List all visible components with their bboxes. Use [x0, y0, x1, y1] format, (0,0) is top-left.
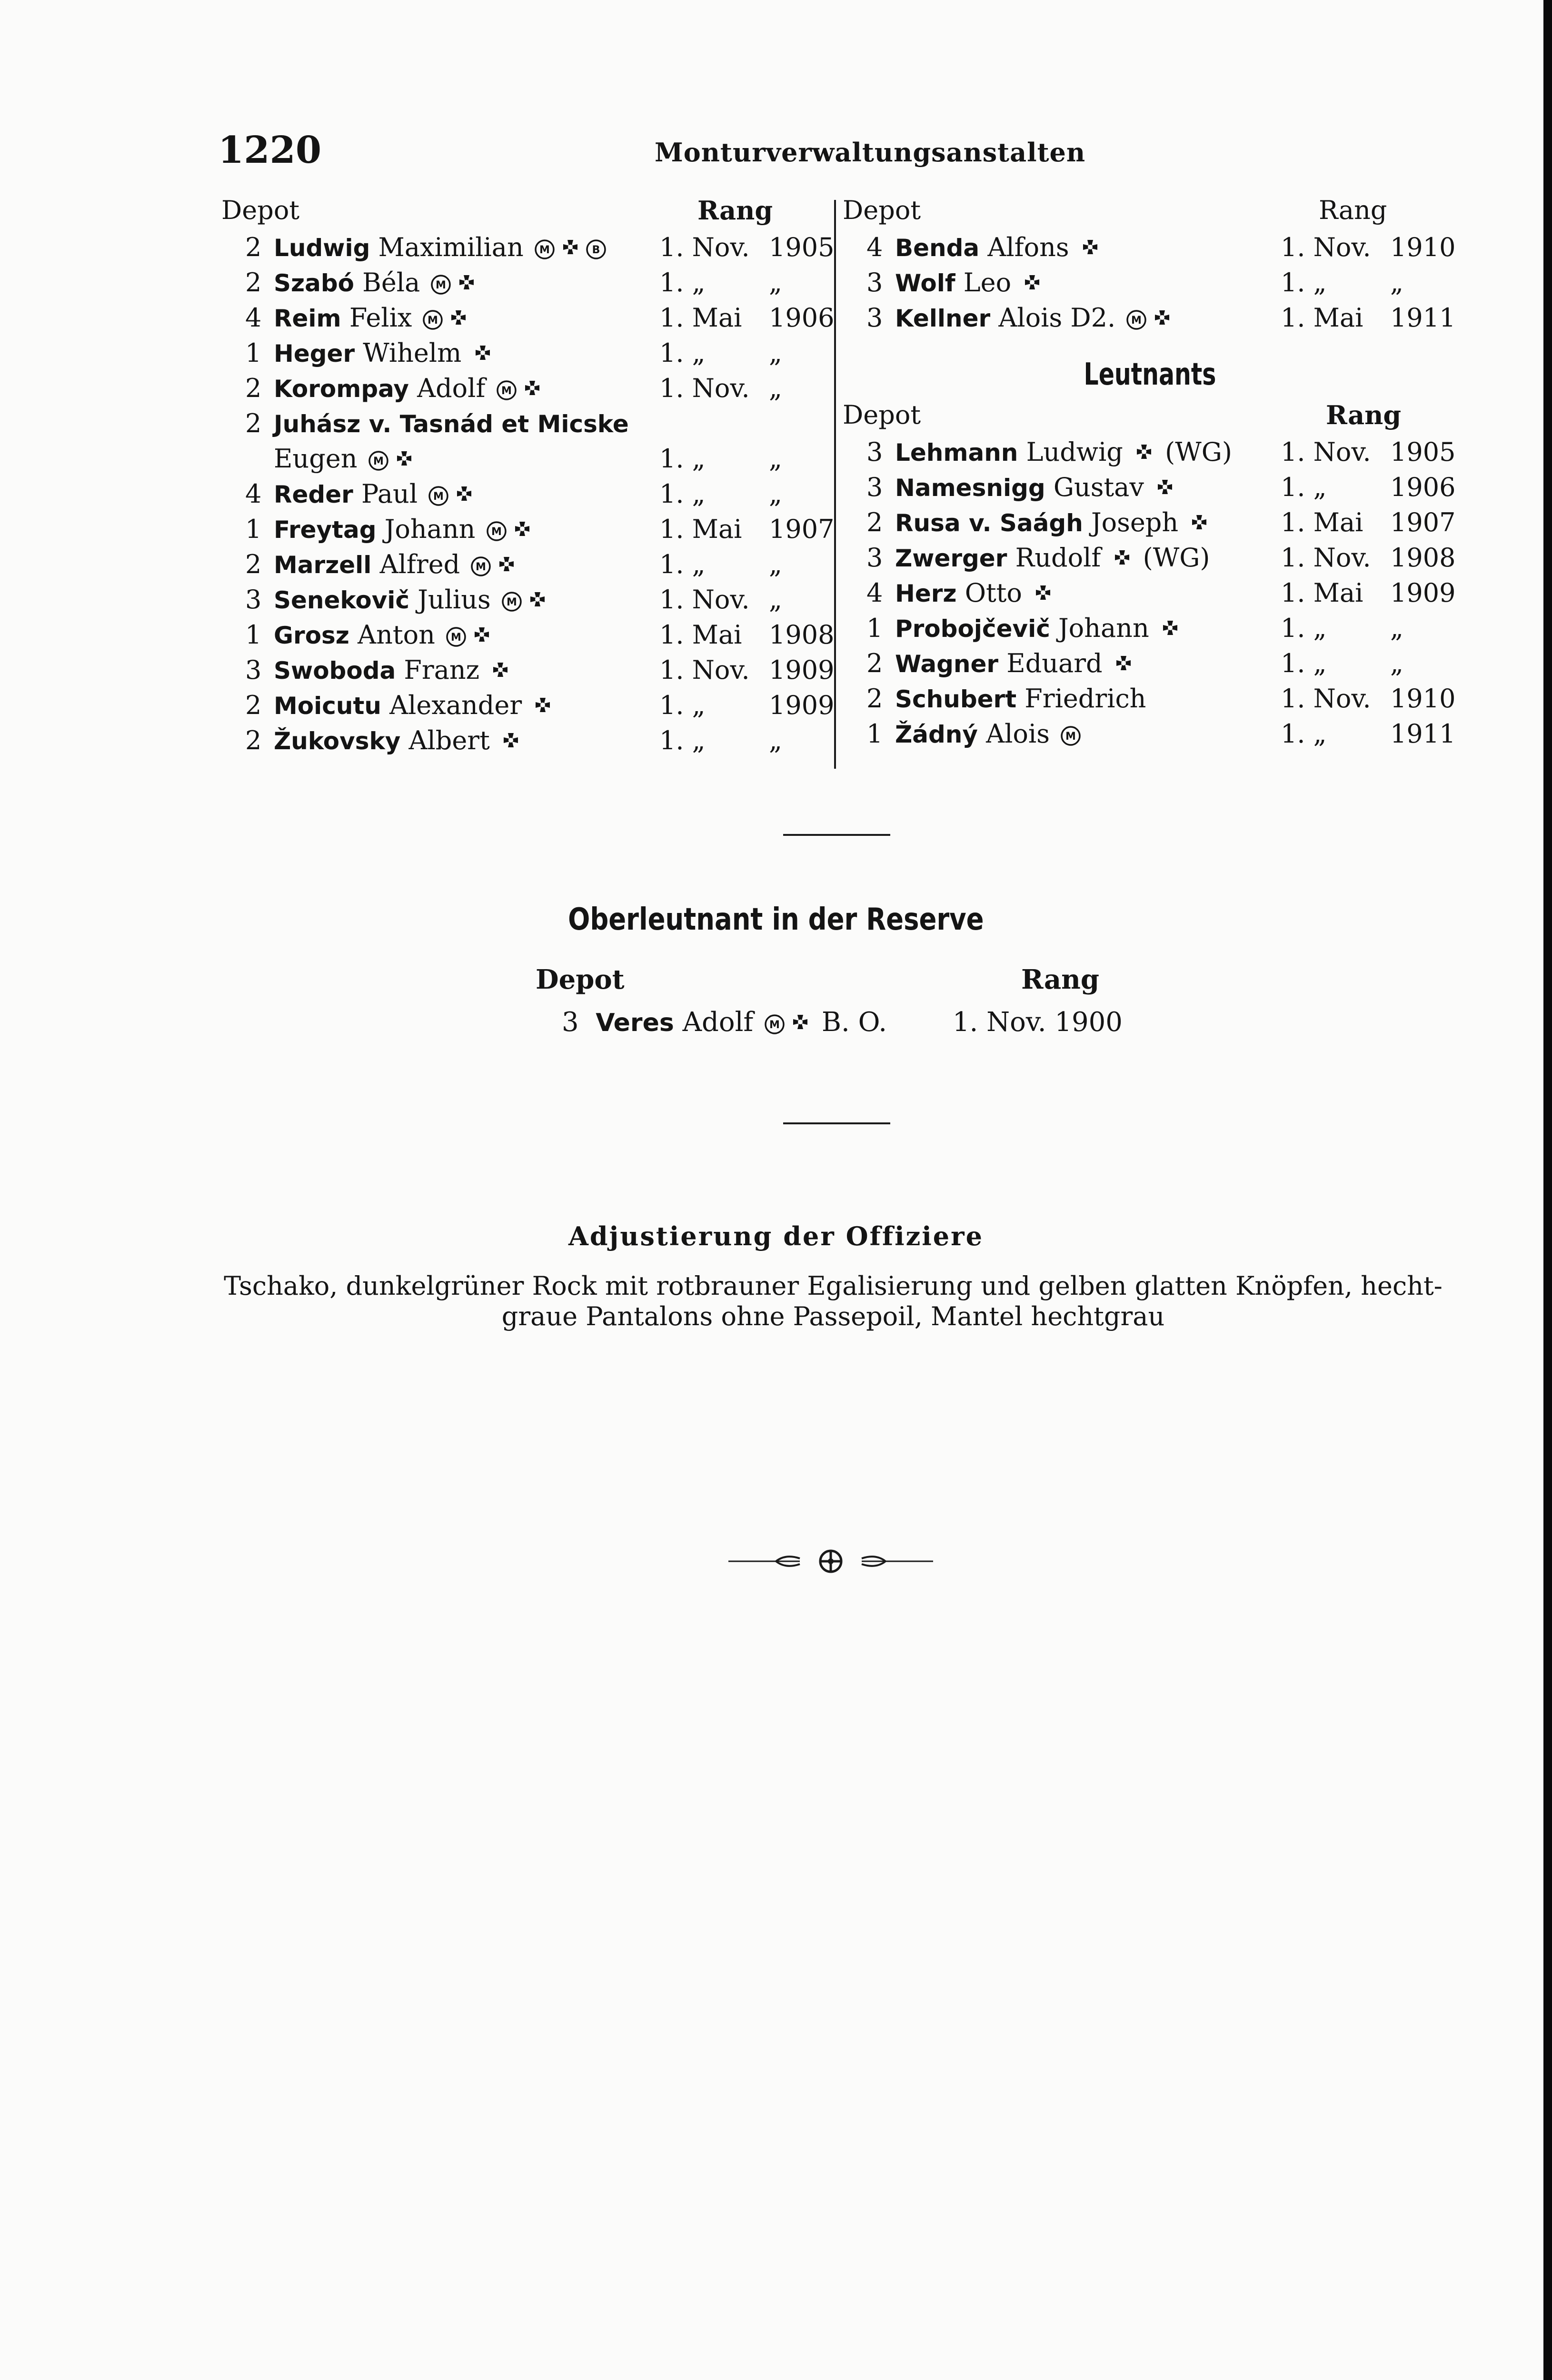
given-name: Alfred [379, 549, 460, 579]
officer-name [895, 613, 1183, 643]
surname: Wagner [895, 650, 999, 678]
cross-medal-icon [496, 555, 517, 577]
depot-number: 1 [866, 613, 883, 643]
given-name: Johann [384, 514, 476, 544]
m-medal-icon [764, 1013, 786, 1035]
rank-year: 1909 [769, 655, 835, 685]
depot-number: 3 [245, 585, 262, 615]
surname: Wolf [895, 269, 955, 297]
officer-name [274, 444, 417, 474]
rank-date: 1. „ [1281, 648, 1327, 678]
cross-medal-icon [789, 1013, 811, 1035]
depot-number: 3 [866, 543, 883, 573]
surname: Senekovič [274, 586, 410, 614]
rank-year: „ [769, 373, 782, 403]
cross-medal-icon [1079, 238, 1101, 260]
rank-date: 1. „ [1281, 613, 1327, 643]
left-rows [221, 232, 835, 761]
m-medal-icon [486, 520, 507, 542]
column-divider [834, 200, 836, 769]
rank-date: 1. Mai [659, 303, 742, 333]
given-name: Eugen [274, 444, 358, 474]
officer-name [274, 690, 556, 720]
leutnants-rows [843, 437, 1457, 754]
surname: Korompay [274, 375, 409, 403]
rank-date: 1. „ [659, 725, 706, 755]
list-item [221, 549, 831, 585]
given-name: Gustav [1053, 472, 1144, 502]
cross-medal-icon [532, 696, 554, 718]
suffix: (WG) [1134, 543, 1210, 573]
rank-date: 1. Nov. [1281, 437, 1371, 467]
rank-date: 1. „ [1281, 268, 1327, 298]
b-medal-icon [585, 238, 607, 260]
given-name: Julius [418, 585, 491, 615]
svg-text:M: M [373, 456, 384, 467]
uniform-line-2: graue Pantalons ohne Passepoil, Mantel hechtgrau [501, 1301, 1165, 1331]
given-name: Felix [349, 303, 412, 333]
rang-header: Rang [697, 195, 773, 226]
scan-edge-right [1543, 0, 1552, 2380]
cross-medal-icon [448, 309, 469, 331]
list-item [221, 655, 835, 690]
officer-name [895, 303, 1175, 333]
cross-medal-icon [527, 591, 548, 613]
list-item [843, 303, 1457, 338]
surname: Reder [274, 481, 353, 508]
given-name: Ludwig [1026, 437, 1123, 467]
rank-year: „ [769, 725, 782, 755]
rank-year: „ [769, 268, 782, 298]
svg-text:M: M [1131, 315, 1142, 327]
rank-date: 1. Nov. [1281, 684, 1371, 714]
surname: Žádný [895, 721, 978, 748]
svg-text:M: M [476, 561, 487, 573]
officer-name [274, 479, 477, 509]
cross-medal-icon [511, 520, 533, 542]
rank-date: 1. „ [1281, 719, 1327, 749]
list-item [221, 585, 831, 620]
list-item [843, 543, 1457, 578]
rank-year: 1906 [1390, 472, 1456, 502]
surname: Herz [895, 580, 957, 607]
officer-name [274, 549, 519, 579]
depot-number: 1 [245, 514, 262, 544]
list-item [221, 303, 835, 338]
right-header-2 [843, 400, 1457, 437]
surname: Namesnigg [895, 474, 1045, 502]
depot-number: 2 [245, 373, 262, 403]
m-medal-icon [1060, 725, 1082, 747]
rank-year: 1910 [1390, 684, 1456, 714]
depot-number: 4 [245, 479, 262, 509]
officer-name [274, 232, 609, 262]
given-name: Johann [1058, 613, 1149, 643]
surname: Probojčevič [895, 615, 1050, 643]
surname: Schubert [895, 685, 1017, 713]
rank-date: 1. „ [659, 690, 706, 720]
list-item [221, 479, 831, 514]
reserve-depot: 3 [562, 1007, 579, 1038]
right-column [843, 195, 1457, 754]
officer-name [895, 719, 1084, 749]
surname: Heger [274, 340, 355, 367]
svg-text:M: M [506, 596, 517, 608]
given-name: Béla [362, 268, 420, 298]
cross-medal-icon [1159, 619, 1181, 641]
officer-name [274, 338, 496, 368]
rank-date: 1. Nov. [659, 585, 750, 615]
list-item [221, 408, 831, 444]
surname: Reim [274, 305, 341, 332]
rank-date: 1. „ [659, 444, 706, 474]
reserve-rang-header: Rang [1021, 964, 1099, 995]
cross-medal-icon [500, 732, 522, 754]
reserve-rang: 1. Nov. 1900 [952, 1007, 1123, 1038]
list-item [843, 437, 1457, 472]
rank-date: 1. Nov. [1281, 232, 1371, 262]
section-title: Leutnants [1084, 357, 1216, 392]
surname: Rusa v. Saágh [895, 509, 1083, 537]
surname: Moicutu [274, 692, 381, 720]
surname: Lehmann [895, 439, 1018, 466]
officer-name [274, 408, 629, 438]
officer-name [274, 725, 524, 755]
officer-name [895, 578, 1056, 608]
depot-number: 3 [866, 437, 883, 467]
reserve-suffix: B. O. [821, 1007, 887, 1038]
list-item [221, 514, 835, 549]
reserve-title: Oberleutnant in der Reserve [568, 902, 984, 937]
surname: Zwerger [895, 545, 1007, 572]
rank-year: 1908 [769, 620, 835, 650]
svg-text:M: M [539, 244, 550, 256]
m-medal-icon [496, 379, 517, 401]
rank-year: 1907 [1390, 507, 1456, 537]
surname: Žukovsky [274, 727, 401, 755]
depot-number: 1 [245, 620, 262, 650]
given-name: Alois [986, 719, 1050, 749]
list-item [221, 620, 835, 655]
given-name: Leo [963, 268, 1012, 298]
cross-medal-icon [1032, 584, 1054, 606]
svg-text:B: B [592, 244, 600, 256]
given-name: Joseph [1091, 507, 1179, 537]
reserve-given: Adolf [682, 1007, 754, 1038]
rank-date: 1. „ [659, 338, 706, 368]
rang-header: Rang [1319, 195, 1387, 225]
depot-header: Depot [221, 195, 300, 225]
cross-medal-icon [1154, 478, 1176, 500]
m-medal-icon [430, 274, 452, 296]
depot-number: 2 [245, 408, 262, 438]
rank-year: 1909 [1390, 578, 1456, 608]
rank-date: 1. Mai [1281, 507, 1363, 537]
list-item [221, 268, 831, 303]
page-number: 1220 [218, 129, 322, 172]
officer-name [895, 472, 1178, 502]
officer-name [274, 268, 479, 298]
surname: Swoboda [274, 657, 396, 684]
depot-number: 2 [245, 268, 262, 298]
svg-text:M: M [491, 526, 502, 538]
surname: Freytag [274, 516, 377, 544]
left-column [221, 195, 835, 761]
rank-date: 1. Mai [659, 514, 742, 544]
surname: Kellner [895, 305, 991, 332]
list-item [843, 684, 1457, 719]
rank-date: 1. „ [659, 268, 706, 298]
given-name: Alois D2. [998, 303, 1116, 333]
m-medal-icon [501, 591, 523, 613]
rank-year: „ [769, 479, 782, 509]
depot-number: 2 [245, 725, 262, 755]
suffix: (WG) [1157, 437, 1232, 467]
rank-year: 1905 [1390, 437, 1456, 467]
cross-medal-icon [1133, 443, 1155, 465]
depot-header: Depot [843, 400, 921, 430]
cross-medal-icon [521, 379, 543, 401]
rang-header: Rang [1326, 400, 1402, 430]
rank-year: „ [1390, 613, 1403, 643]
depot-number: 4 [245, 303, 262, 333]
list-item [843, 507, 1457, 543]
svg-text:M: M [451, 632, 461, 644]
officer-name [895, 268, 1045, 298]
cross-medal-icon [1111, 549, 1133, 571]
rank-year: „ [769, 338, 782, 368]
svg-text:M: M [433, 491, 444, 503]
rank-year: „ [1390, 648, 1403, 678]
rank-date: 1. Nov. [659, 373, 750, 403]
rank-date: 1. Nov. [1281, 543, 1371, 573]
list-item [843, 578, 1457, 613]
depot-number: 2 [245, 549, 262, 579]
m-medal-icon [534, 238, 556, 260]
rank-date: 1. Mai [659, 620, 742, 650]
depot-number: 3 [245, 655, 262, 685]
officer-name [274, 373, 545, 403]
list-item [843, 232, 1457, 268]
rank-year: „ [1390, 268, 1403, 298]
given-name: Albert [408, 725, 490, 755]
surname: Juhász v. Tasnád et Micske [274, 410, 629, 438]
officer-name [274, 655, 513, 685]
given-name: Alfons [987, 232, 1069, 262]
depot-number: 2 [866, 507, 883, 537]
rank-date: 1. „ [659, 549, 706, 579]
uniform-title: Adjustierung der Offiziere [568, 1221, 984, 1251]
list-item [221, 725, 831, 761]
svg-text:M: M [501, 385, 512, 397]
m-medal-icon [368, 450, 389, 472]
svg-text:M: M [769, 1019, 780, 1031]
given-name: Eduard [1006, 648, 1103, 678]
officer-name [895, 543, 1210, 573]
officer-name [274, 620, 495, 650]
surname: Szabó [274, 269, 354, 297]
officer-name [895, 648, 1136, 678]
officer-name [895, 232, 1103, 262]
depot-number: 1 [245, 338, 262, 368]
list-item [843, 268, 1457, 303]
svg-text:M: M [1065, 731, 1076, 743]
rank-date: 1. Mai [1281, 578, 1363, 608]
rank-year: „ [769, 585, 782, 615]
officer-name [274, 303, 471, 333]
left-header [221, 195, 831, 232]
cross-medal-icon [1113, 654, 1134, 676]
cross-medal-icon [453, 485, 475, 507]
cross-medal-icon [456, 274, 478, 296]
uniform-line-1: Tschako, dunkelgrüner Rock mit rotbrauner Egalisierung und gelben glatten Knöpfen, hecht- [224, 1271, 1443, 1301]
right-header [843, 195, 1457, 232]
reserve-depot-header: Depot [536, 964, 625, 995]
depot-header: Depot [843, 195, 921, 225]
surname: Benda [895, 234, 980, 262]
rank-year: 1911 [1390, 719, 1456, 749]
list-item [843, 613, 1457, 648]
list-item [221, 232, 835, 268]
list-item [221, 338, 831, 373]
surname: Marzell [274, 551, 372, 579]
depot-number: 4 [866, 232, 883, 262]
rank-date: 1. Nov. [659, 655, 750, 685]
list-item [843, 648, 1457, 684]
given-name: Rudolf [1015, 543, 1101, 573]
given-name: Paul [361, 479, 418, 509]
depot-number: 3 [866, 303, 883, 333]
rank-date: 1. „ [1281, 472, 1327, 502]
rank-year: 1906 [769, 303, 835, 333]
cross-medal-icon [489, 661, 511, 683]
officer-name [274, 514, 535, 544]
depot-number: 1 [866, 719, 883, 749]
rank-year: „ [769, 549, 782, 579]
cross-medal-icon [393, 450, 415, 472]
m-medal-icon [470, 555, 492, 577]
ornament-icon [728, 1547, 933, 1576]
running-head: Monturverwaltungsanstalten [655, 137, 1086, 168]
rank-date: 1. Nov. [659, 232, 750, 262]
reserve-entry [562, 1007, 1123, 1038]
cross-medal-icon [559, 238, 581, 260]
reserve-surname: Veres [596, 1009, 674, 1037]
depot-number: 2 [245, 690, 262, 720]
rank-year: 1909 [769, 690, 835, 720]
uniform-text [219, 1271, 1447, 1332]
list-item [221, 444, 831, 479]
cross-medal-icon [1151, 309, 1173, 331]
right-rows [843, 232, 1457, 338]
officer-name [274, 585, 550, 615]
m-medal-icon [445, 626, 467, 648]
given-name: Anton [358, 620, 435, 650]
separator-rule [783, 1122, 890, 1124]
given-name: Wihelm [363, 338, 462, 368]
depot-number: 3 [866, 268, 883, 298]
officer-name [895, 437, 1232, 467]
depot-number: 2 [245, 232, 262, 262]
depot-number: 2 [866, 684, 883, 714]
list-item [843, 472, 1457, 507]
cross-medal-icon [1021, 274, 1043, 296]
m-medal-icon [1125, 309, 1147, 331]
rank-year: 1908 [1390, 543, 1456, 573]
list-item [843, 719, 1457, 754]
m-medal-icon [428, 485, 449, 507]
surname: Grosz [274, 622, 349, 649]
given-name: Alexander [389, 690, 522, 720]
rank-date: 1. „ [659, 479, 706, 509]
cross-medal-icon [472, 344, 494, 366]
list-item [221, 690, 835, 725]
officer-name [895, 507, 1212, 537]
surname: Ludwig [274, 234, 370, 262]
m-medal-icon [422, 309, 444, 331]
separator-rule [783, 834, 890, 836]
rank-year: 1905 [769, 232, 835, 262]
rank-year: 1910 [1390, 232, 1456, 262]
rank-year: „ [769, 444, 782, 474]
given-name: Otto [965, 578, 1022, 608]
officer-name [895, 684, 1146, 714]
given-name: Franz [404, 655, 480, 685]
svg-text:M: M [436, 279, 447, 291]
given-name: Maximilian [378, 232, 524, 262]
given-name: Adolf [417, 373, 486, 403]
svg-text:M: M [428, 315, 438, 327]
depot-number: 2 [866, 648, 883, 678]
reserve-icons [762, 1007, 813, 1038]
cross-medal-icon [1188, 514, 1210, 536]
rank-date: 1. Mai [1281, 303, 1363, 333]
list-item [221, 373, 831, 408]
cross-medal-icon [471, 626, 493, 648]
rank-year: 1907 [769, 514, 835, 544]
depot-number: 3 [866, 472, 883, 502]
given-name: Friedrich [1025, 684, 1146, 714]
depot-number: 4 [866, 578, 883, 608]
rank-year: 1911 [1390, 303, 1456, 333]
